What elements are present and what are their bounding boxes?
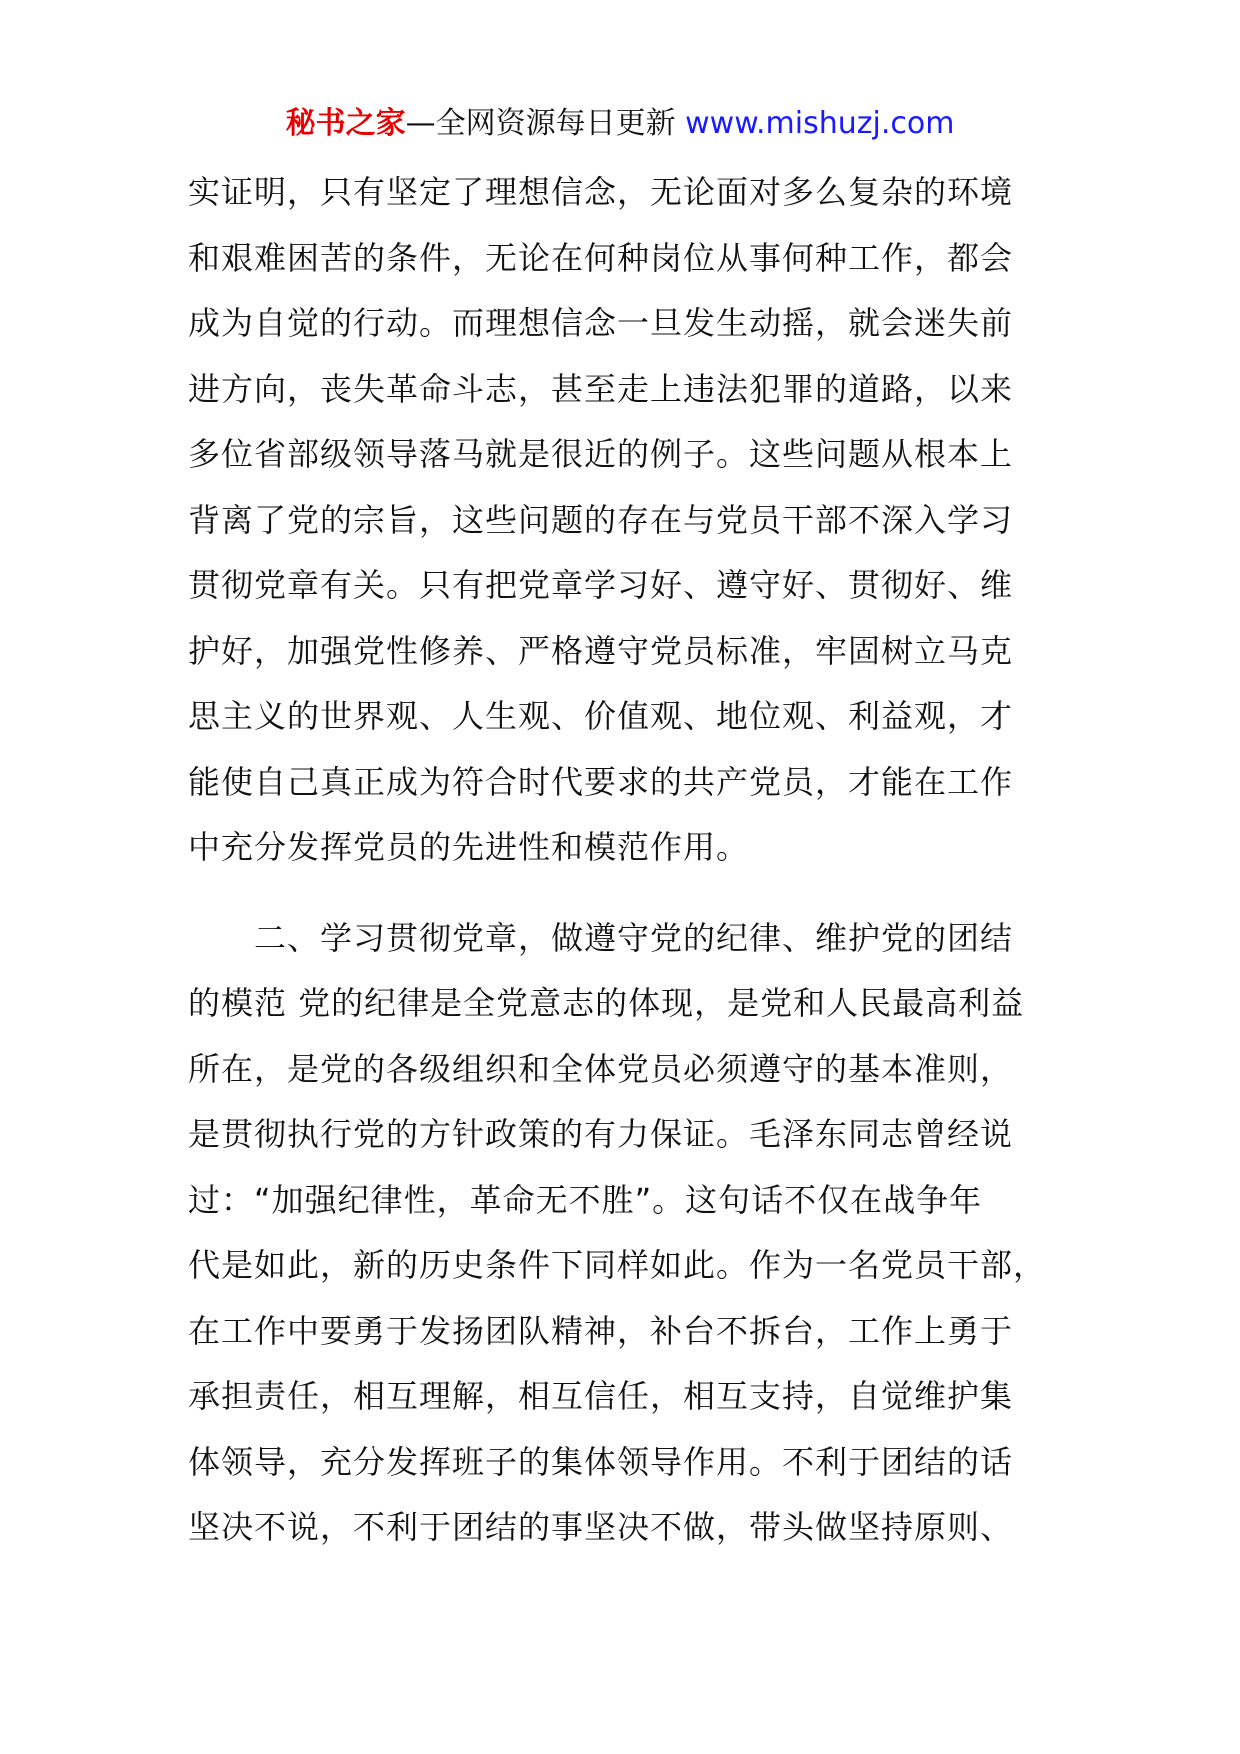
text-line: 坚决不说，不利于团结的事坚决不做，带头做坚持原则、 [188, 1508, 1014, 1546]
text-line: 代是如此，新的历史条件下同样如此。作为一名党员干部， [188, 1246, 1047, 1284]
text-line: 承担责任，相互理解，相互信任，相互支持，自觉维护集 [188, 1377, 1014, 1415]
text-line: 思主义的世界观、人生观、价值观、地位观、利益观，才 [188, 697, 1014, 735]
paragraph-gap [188, 881, 1068, 906]
text-line: 体领导，充分发挥班子的集体领导作用。不利于团结的话 [188, 1442, 1014, 1481]
text-line: 多位省部级领导落马就是很近的例子。这些问题从根本上 [188, 435, 1014, 473]
text-line: 的模范 党的纪律是全党意志的体现，是党和人民最高利益 [188, 984, 1025, 1022]
site-url-link[interactable]: www.mishuzj.com [685, 106, 955, 141]
site-tagline: —全网资源每日更新 [405, 106, 686, 141]
text-line: 贯彻党章有关。只有把党章学习好、遵守好、贯彻好、维 [188, 566, 1014, 604]
text-line: 实证明，只有坚定了理想信念，无论面对多么复杂的环境 [188, 173, 1014, 211]
text-line: 背离了党的宗旨，这些问题的存在与党员干部不深入学习 [188, 500, 1014, 539]
paragraph-2 [188, 906, 1068, 1561]
text-line: 所在，是党的各级组织和全体党员必须遵守的基本准则， [188, 1049, 1014, 1088]
section-heading-line: 二、学习贯彻党章，做遵守党的纪律、维护党的团结 [254, 918, 1014, 957]
paragraph-1 [188, 160, 1068, 881]
text-line: 和艰难困苦的条件，无论在何种岗位从事何种工作，都会 [188, 238, 1014, 277]
text-line: 护好，加强党性修养、严格遵守党员标准，牢固树立马克 [188, 631, 1014, 670]
text-line: 过：“加强纪律性，革命无不胜”。这句话不仅在战争年 [188, 1180, 983, 1219]
page-header [0, 104, 1240, 144]
text-line: 中充分发挥党员的先进性和模范作用。 [188, 828, 750, 866]
text-line: 是贯彻执行党的方针政策的有力保证。毛泽东同志曾经说 [188, 1115, 1014, 1153]
text-line: 成为自觉的行动。而理想信念一旦发生动摇，就会迷失前 [188, 304, 1014, 342]
text-line: 进方向，丧失革命斗志，甚至走上违法犯罪的道路，以来 [188, 369, 1014, 408]
text-line: 在工作中要勇于发扬团队精神，补台不拆台，工作上勇于 [188, 1311, 1014, 1350]
document-body [188, 160, 1068, 1561]
site-brand: 秘书之家 [285, 106, 406, 141]
text-line: 能使自己真正成为符合时代要求的共产党员，才能在工作 [188, 762, 1014, 801]
